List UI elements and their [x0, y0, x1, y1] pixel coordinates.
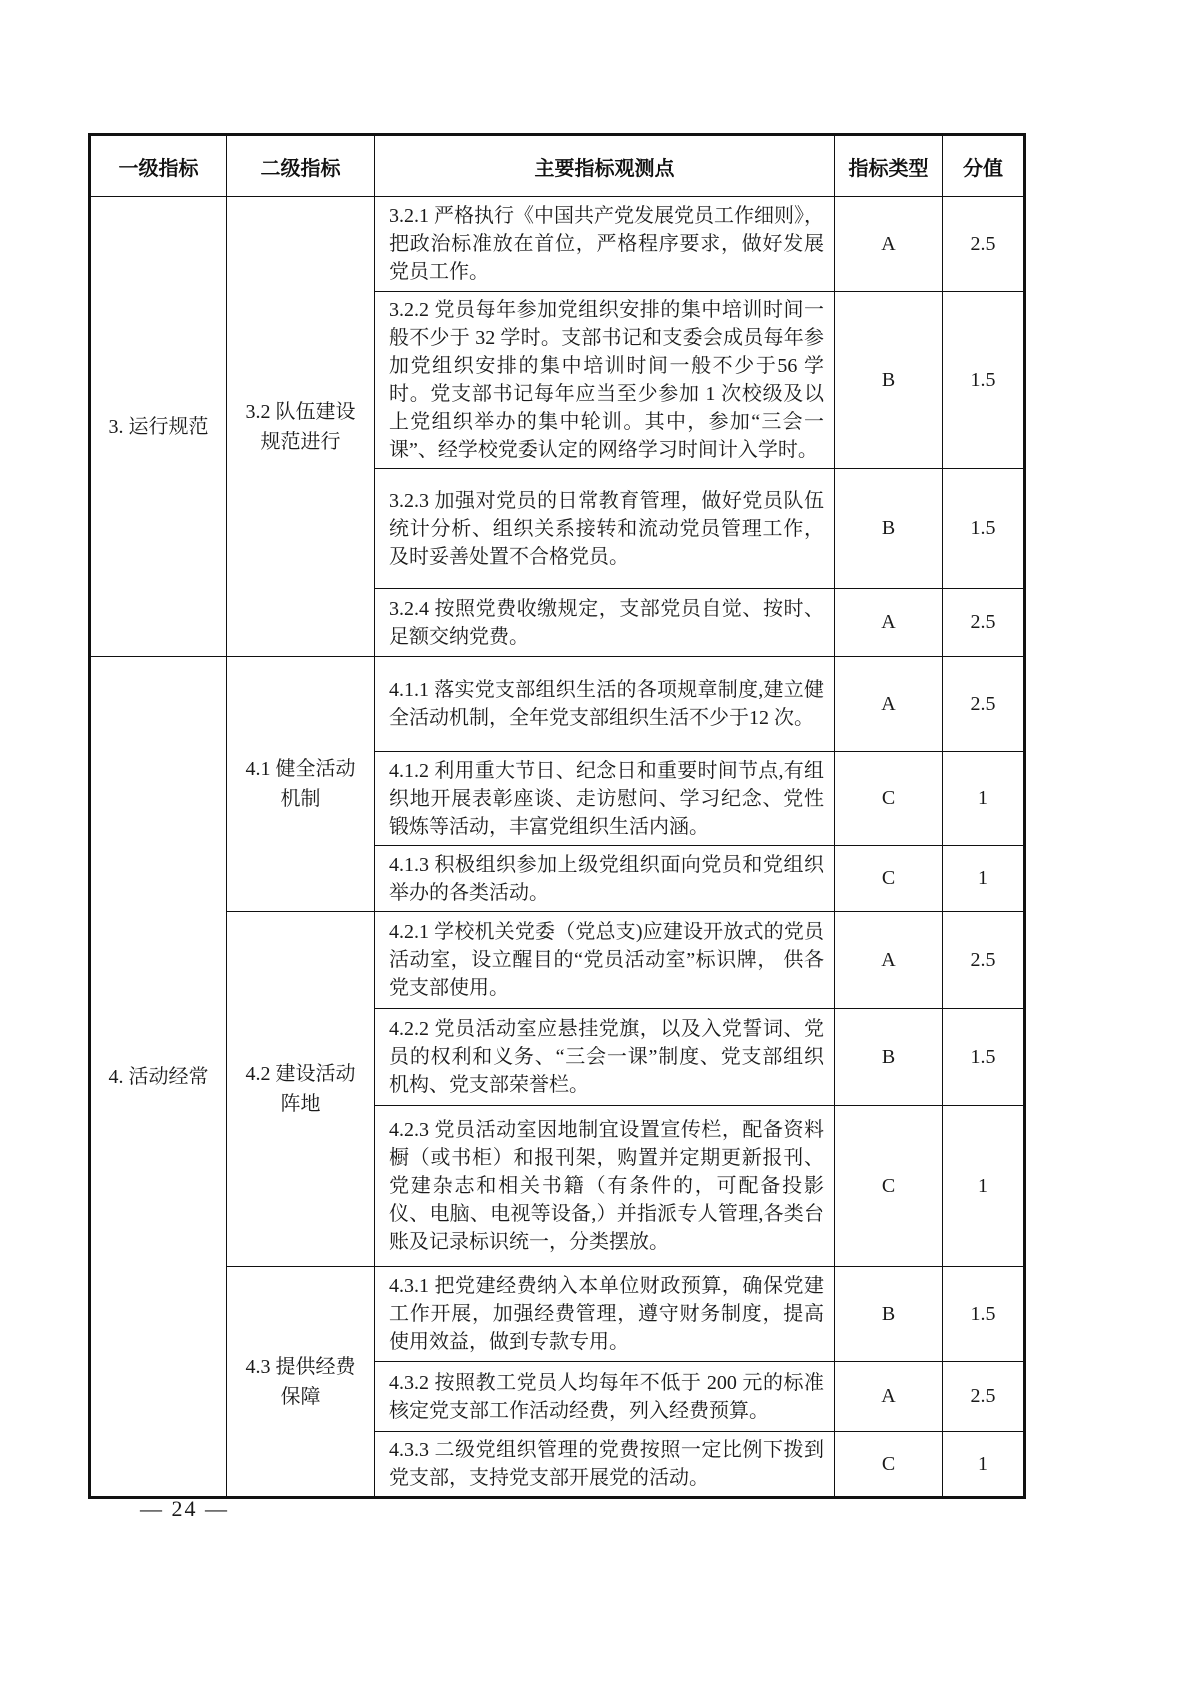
- observation-cell: 4.3.1 把党建经费纳入本单位财政预算，确保党建工作开展，加强经费管理，遵守财务制度，提高使用效益，做到专款专用。: [375, 1267, 835, 1362]
- score-cell: 1.5: [943, 1267, 1025, 1362]
- table-row: [90, 1267, 1025, 1362]
- table-row: [90, 657, 1025, 752]
- page-number: — 24 —: [140, 1496, 229, 1521]
- score-cell: 2.5: [943, 1362, 1025, 1432]
- observation-cell: 3.2.3 加强对党员的日常教育管理，做好党员队伍统计分析、组织关系接转和流动党员管理工作， 及时妥善处置不合格党员。: [375, 469, 835, 589]
- type-cell: A: [835, 912, 943, 1009]
- observation-cell: 3.2.1 严格执行《中国共产党发展党员工作细则》， 把政治标准放在首位，严格程序要求，做好发展党员工作。: [375, 197, 835, 292]
- level2-cell-4-3: 4.3 提供经费保障: [227, 1267, 375, 1498]
- type-cell: B: [835, 469, 943, 589]
- indicator-table: [88, 133, 1026, 1499]
- score-cell: 1: [943, 1432, 1025, 1498]
- observation-cell: 4.2.1 学校机关党委（党总支)应建设开放式的党员活动室，设立醒目的“党员活动室”标识牌， 供各党支部使用。: [375, 912, 835, 1009]
- observation-cell: 4.1.2 利用重大节日、纪念日和重要时间节点,有组织地开展表彰座谈、走访慰问、学习纪念、党性锻炼等活动，丰富党组织生活内涵。: [375, 752, 835, 846]
- type-cell: C: [835, 752, 943, 846]
- table-row: [90, 912, 1025, 1009]
- type-cell: C: [835, 1106, 943, 1267]
- level1-cell-3: 3. 运行规范: [90, 197, 227, 657]
- type-cell: C: [835, 1432, 943, 1498]
- level2-cell-4-1: 4.1 健全活动机制: [227, 657, 375, 912]
- score-cell: 2.5: [943, 197, 1025, 292]
- score-cell: 1.5: [943, 1009, 1025, 1106]
- type-cell: B: [835, 292, 943, 469]
- score-cell: 1.5: [943, 292, 1025, 469]
- score-cell: 2.5: [943, 912, 1025, 1009]
- score-cell: 1: [943, 846, 1025, 912]
- score-cell: 2.5: [943, 657, 1025, 752]
- observation-cell: 4.3.2 按照教工党员人均每年不低于 200 元的标准核定党支部工作活动经费，列入经费预算。: [375, 1362, 835, 1432]
- table-row: [90, 197, 1025, 292]
- observation-cell: 4.3.3 二级党组织管理的党费按照一定比例下拨到党支部，支持党支部开展党的活动。: [375, 1432, 835, 1498]
- score-cell: 2.5: [943, 589, 1025, 657]
- observation-cell: 4.2.3 党员活动室因地制宜设置宣传栏，配备资料橱（或书柜）和报刊架，购置并定期更新报刊、党建杂志和相关书籍（有条件的，可配备投影仪、电脑、电视等设备,）并指派专人管理,各类台账及记录标识统一，分类摆放。: [375, 1106, 835, 1267]
- observation-cell: 4.2.2 党员活动室应悬挂党旗，以及入党誓词、党员的权利和义务、“三会一课”制度、党支部组织机构、党支部荣誉栏。: [375, 1009, 835, 1106]
- table-header-row: [90, 135, 1025, 197]
- header-observation: 主要指标观测点: [375, 135, 835, 197]
- type-cell: A: [835, 1362, 943, 1432]
- observation-cell: 4.1.3 积极组织参加上级党组织面向党员和党组织举办的各类活动。: [375, 846, 835, 912]
- level2-cell-4-2: 4.2 建设活动阵地: [227, 912, 375, 1267]
- type-cell: A: [835, 657, 943, 752]
- score-cell: 1: [943, 752, 1025, 846]
- header-score: 分值: [943, 135, 1025, 197]
- observation-cell: 3.2.4 按照党费收缴规定，支部党员自觉、按时、足额交纳党费。: [375, 589, 835, 657]
- level1-cell-4: 4. 活动经常: [90, 657, 227, 1498]
- type-cell: A: [835, 589, 943, 657]
- level2-cell-3-2: 3.2 队伍建设规范进行: [227, 197, 375, 657]
- observation-cell: 4.1.1 落实党支部组织生活的各项规章制度,建立健全活动机制，全年党支部组织生活不少于12 次。: [375, 657, 835, 752]
- header-level2: 二级指标: [227, 135, 375, 197]
- score-cell: 1.5: [943, 469, 1025, 589]
- header-type: 指标类型: [835, 135, 943, 197]
- header-level1: 一级指标: [90, 135, 227, 197]
- observation-cell: 3.2.2 党员每年参加党组织安排的集中培训时间一般不少于 32 学时。支部书记和支委会成员每年参加党组织安排的集中培训时间一般不少于56 学时。党支部书记每年应当至少参加 1 次校级及以上党组织举办的集中轮训。其中，参加“三会一课”、经学校党委认定的网络学习时间计入学时。: [375, 292, 835, 469]
- score-cell: 1: [943, 1106, 1025, 1267]
- type-cell: A: [835, 197, 943, 292]
- type-cell: C: [835, 846, 943, 912]
- type-cell: B: [835, 1267, 943, 1362]
- type-cell: B: [835, 1009, 943, 1106]
